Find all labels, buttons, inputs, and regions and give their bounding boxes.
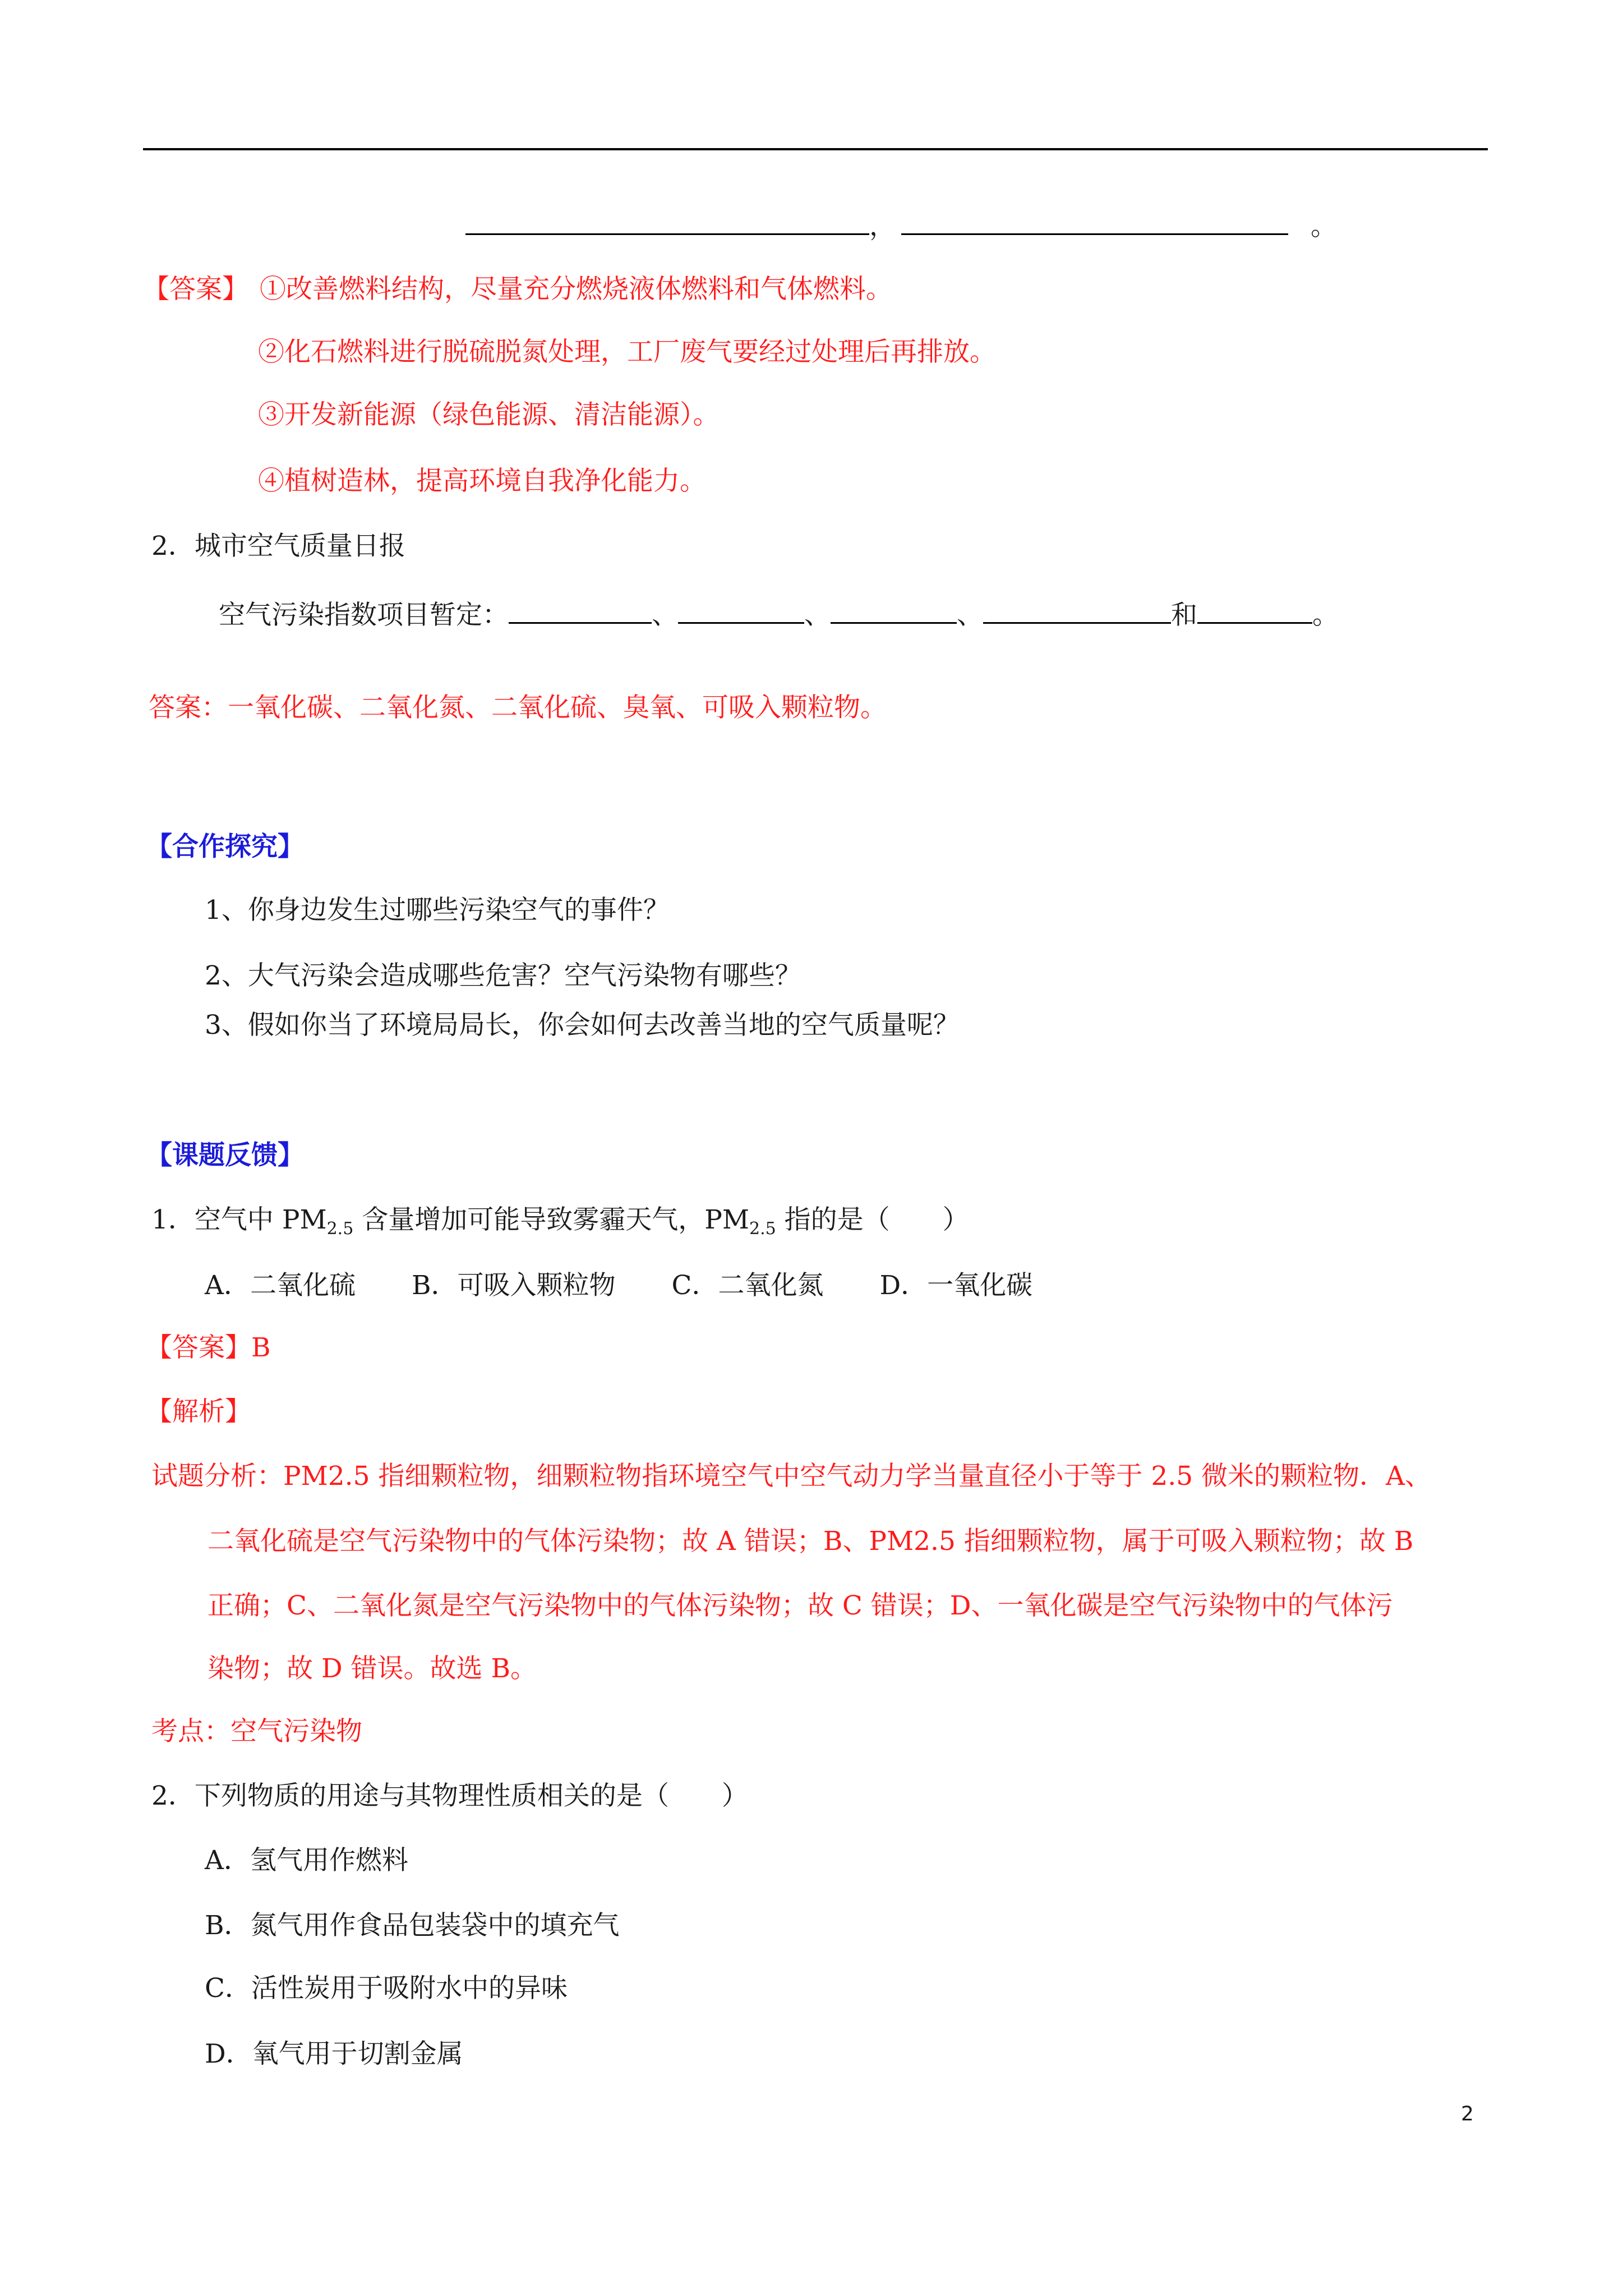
answer1-line-4: ④植树造林，提高环境自我净化能力。	[258, 466, 706, 496]
fill-blank[interactable]	[1197, 597, 1312, 624]
fill-blank[interactable]	[678, 597, 804, 624]
q2-prompt-line: 空气污染指数项目暂定： 、 、 、 和 。	[219, 597, 1339, 632]
fb-q1-kaodian: 考点：空气污染物	[151, 1716, 362, 1747]
option-d[interactable]: D．一氧化碳	[879, 1270, 1033, 1301]
fb-q2-option-b[interactable]: B．氮气用作食品包装袋中的填充气	[205, 1910, 620, 1941]
header-rule	[143, 148, 1488, 150]
answer1-line-2: ②化石燃料进行脱硫脱氮处理，工厂废气要经过处理后再排放。	[258, 337, 996, 367]
fb-q1-options	[205, 1269, 1032, 1303]
q2-title: 2．城市空气质量日报	[151, 531, 405, 562]
feedback-heading: 【课题反馈】	[146, 1140, 304, 1171]
fill-blank[interactable]	[983, 597, 1171, 624]
top-blank-line: ， 。	[465, 209, 1337, 243]
fb-q1-stem: 1．空气中 $PM_{2.5}$ 含量增加可能导致雾霾天气，$PM_{2.5}$ 指的是（ ）	[151, 1204, 969, 1239]
option-a[interactable]: A．二氧化硫	[205, 1270, 356, 1301]
answer1-line-3: ③开发新能源（绿色能源、清洁能源）。	[258, 399, 720, 430]
option-b[interactable]: B．可吸入颗粒物	[411, 1270, 616, 1301]
fill-blank[interactable]	[465, 209, 869, 235]
fb-q1-answer: 【答案】B	[146, 1332, 271, 1363]
page-number: 2	[1461, 2102, 1474, 2125]
fb-q1-analysis-line-3: 正确；C、二氧化氮是空气污染物中的气体污染物；故 C 错误；D、一氧化碳是空气污染物中的气体污	[208, 1590, 1393, 1621]
fb-q1-analysis-label: 【解析】	[146, 1396, 251, 1427]
fill-blank[interactable]	[509, 597, 652, 624]
fb-q1-analysis-line-2: 二氧化硫是空气污染物中的气体污染物；故 A 错误；B、PM2.5 指细颗粒物，属于可吸入颗粒物；故 B	[208, 1526, 1414, 1557]
coop-item-3: 3、假如你当了环境局局长，你会如何去改善当地的空气质量呢？	[205, 1010, 960, 1041]
fb-q1-analysis-line-1: 试题分析：PM2.5 指细颗粒物，细颗粒物指环境空气中空气动力学当量直径小于等于 2.5 微米的颗粒物．A、	[151, 1461, 1431, 1492]
fill-blank[interactable]	[831, 597, 957, 624]
fb-q2-option-c[interactable]: C．活性炭用于吸附水中的异味	[205, 1973, 568, 2004]
fill-blank[interactable]	[901, 209, 1288, 235]
fb-q2-option-a[interactable]: A．氢气用作燃料	[205, 1845, 408, 1876]
answer1-line-1: 【答案】 ①改善燃料结构，尽量充分燃烧液体燃料和气体燃料。	[143, 274, 892, 305]
fb-q1-analysis-line-4: 染物；故 D 错误。故选 B。	[208, 1653, 537, 1684]
coop-item-1: 1、你身边发生过哪些污染空气的事件？	[205, 895, 670, 926]
coop-item-2: 2、大气污染会造成哪些危害？空气污染物有哪些？	[205, 960, 801, 991]
option-c[interactable]: C．二氧化氮	[671, 1270, 824, 1301]
coop-heading: 【合作探究】	[146, 831, 304, 862]
fb-q2-stem: 2．下列物质的用途与其物理性质相关的是（ ）	[151, 1780, 748, 1811]
fb-q2-option-d[interactable]: D．氧气用于切割金属	[205, 2039, 463, 2069]
answer2: 答案：一氧化碳、二氧化氮、二氧化硫、臭氧、可吸入颗粒物。	[149, 692, 887, 723]
